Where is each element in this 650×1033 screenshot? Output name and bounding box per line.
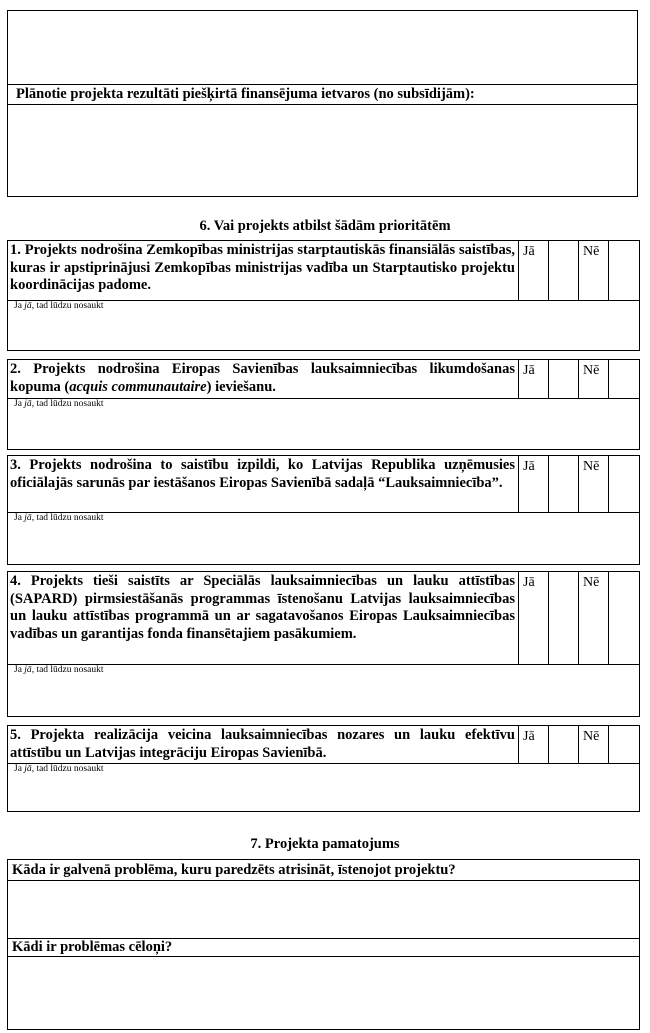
question-2-text: 2. Projekts nodrošina Eiropas Savienības lauksaimniecības likumdošanas kopuma (acquis communautaire) ieviešanu. xyxy=(10,361,515,395)
q1-yes-label: Jā xyxy=(523,244,535,259)
q2-yes-label: Jā xyxy=(523,363,535,378)
results-label: Plānotie projekta rezultāti piešķirtā finansējuma ietvaros (no subsīdijām): xyxy=(16,86,475,102)
section7-title: 7. Projekta pamatojums xyxy=(250,836,400,852)
q4-name-field[interactable] xyxy=(8,676,639,716)
problem-field[interactable] xyxy=(8,881,639,937)
q3-no-checkbox[interactable] xyxy=(609,456,639,511)
q3-no-label: Nē xyxy=(583,459,600,474)
q4-yes-checkbox[interactable] xyxy=(549,572,577,663)
q5-col3 xyxy=(578,725,579,764)
q1-no-label: Nē xyxy=(583,244,600,259)
q1-col3 xyxy=(578,240,579,301)
question-3-text: 3. Projekts nodrošina to saistību izpildi, ko Latvijas Republika uzņēmusies oficiālajās sarunās par iestāšanos Eiropas Savienībā sadaļā “Lauksaimniecība”. xyxy=(10,457,515,491)
q2-name-field[interactable] xyxy=(8,410,639,449)
q4-note: Ja jā, tad lūdzu nosaukt xyxy=(14,665,104,675)
q1-col1 xyxy=(518,240,519,301)
q2-col1 xyxy=(518,359,519,399)
q3-note: Ja jā, tad lūdzu nosaukt xyxy=(14,513,104,523)
results-field[interactable] xyxy=(8,105,637,196)
q1-note: Ja jā, tad lūdzu nosaukt xyxy=(14,301,104,311)
q5-name-field[interactable] xyxy=(8,775,639,811)
q2-note: Ja jā, tad lūdzu nosaukt xyxy=(14,399,104,409)
q1-yes-checkbox[interactable] xyxy=(549,241,577,299)
q4-col3 xyxy=(578,571,579,665)
q4-no-checkbox[interactable] xyxy=(609,572,639,663)
q5-yes-checkbox[interactable] xyxy=(549,726,577,762)
question-1-text: 1. Projekts nodrošina Zemkopības ministrijas starptautiskās finansiālās saistības, kuras ir apstiprinājusi Zemkopības ministrijas vadība un Starptautisko projektu koordinācijas padome. xyxy=(10,242,515,293)
results-divider-top xyxy=(7,84,638,85)
q4-yes-label: Jā xyxy=(523,575,535,590)
q3-yes-label: Jā xyxy=(523,459,535,474)
q5-col1 xyxy=(518,725,519,764)
q2-no-label: Nē xyxy=(583,363,600,378)
q5-no-checkbox[interactable] xyxy=(609,726,639,762)
q3-col1 xyxy=(518,455,519,513)
q2-no-checkbox[interactable] xyxy=(609,360,639,397)
q4-no-label: Nē xyxy=(583,575,600,590)
q2-col3 xyxy=(578,359,579,399)
q4-col1 xyxy=(518,571,519,665)
section6-title: 6. Vai projekts atbilst šādām prioritātēm xyxy=(199,218,451,234)
q1-no-checkbox[interactable] xyxy=(609,241,639,299)
q3-name-field[interactable] xyxy=(8,524,639,564)
q5-no-label: Nē xyxy=(583,729,600,744)
causes-field[interactable] xyxy=(8,957,639,1029)
problem-label: Kāda ir galvenā problēma, kuru paredzēts atrisināt, īstenojot projektu? xyxy=(12,862,456,878)
q5-yes-label: Jā xyxy=(523,729,535,744)
causes-label: Kādi ir problēmas cēloņi? xyxy=(12,939,173,955)
question-4-text: 4. Projekts tieši saistīts ar Speciālās lauksaimniecības un lauku attīstības (SAPARD) pirmsiestāšanās programmas īstenošanu Latvijas lauksaimniecības un lauku attīstības programmā un ar sagatavošanos Eiropas Lauksaimniecības vadības un garantijas fonda finansētajiem pasākumiem. xyxy=(10,573,515,642)
q5-note: Ja jā, tad lūdzu nosaukt xyxy=(14,764,104,774)
q2-yes-checkbox[interactable] xyxy=(549,360,577,397)
previous-field-area[interactable] xyxy=(8,11,637,83)
q3-yes-checkbox[interactable] xyxy=(549,456,577,511)
q3-col3 xyxy=(578,455,579,513)
question-5-text: 5. Projekta realizācija veicina lauksaimniecības nozares un lauku efektīvu attīstību un Latvijas integrāciju Eiropas Savienībā. xyxy=(10,727,515,761)
q1-name-field[interactable] xyxy=(8,312,639,350)
